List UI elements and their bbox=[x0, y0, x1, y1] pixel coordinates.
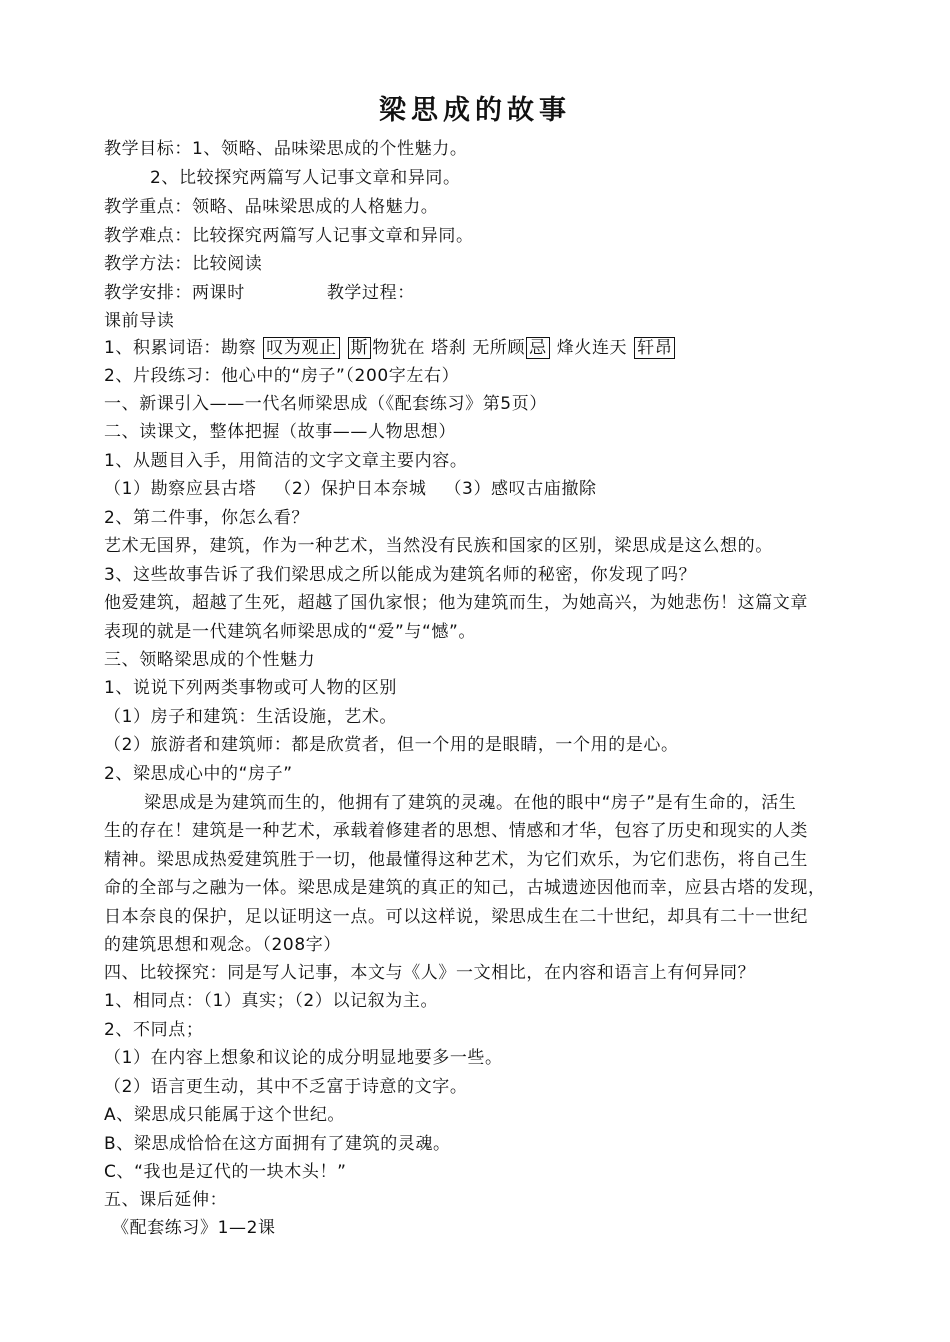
paragraph-line: 精神。梁思成热爱建筑胜于一切，他最懂得这种艺术，为它们欢乐，为它们悲伤，将自己生 bbox=[104, 850, 808, 870]
quote-a: A、梁思成只能属于这个世纪。 bbox=[104, 1105, 346, 1125]
teaching-method: 教学方法：比较阅读 bbox=[104, 254, 263, 274]
quote-c: C、“我也是辽代的一块木头！” bbox=[104, 1162, 347, 1182]
vocab-word-boxed: 叹为观止 bbox=[263, 337, 339, 359]
process-label: 教学过程： bbox=[326, 283, 415, 303]
difficulty: 教学难点：比较探究两篇写人记事文章和异同。 bbox=[104, 226, 474, 246]
answer-3-line-1: 他爱建筑，超越了生死，超越了国仇家恨；他为建筑而生，为她高兴，为她悲伤！这篇文章 bbox=[104, 593, 808, 613]
practice-line: 2、片段练习：他心中的“房子”（200字左右） bbox=[104, 366, 460, 386]
homework-line: 《配套练习》1—2课 bbox=[112, 1218, 276, 1238]
pre-reading-heading: 课前导读 bbox=[104, 311, 175, 331]
quote-b: B、梁思成恰恰在这方面拥有了建筑的灵魂。 bbox=[104, 1134, 451, 1154]
arrangement: 教学安排：两课时 bbox=[104, 283, 245, 303]
paragraph-line: 生的存在！建筑是一种艺术，承载着修建者的思想、情感和才华，包容了历史和现实的人类 bbox=[104, 821, 808, 841]
objective-2: 2、比较探究两篇写人记事文章和异同。 bbox=[150, 168, 461, 188]
arrangement-line bbox=[104, 280, 415, 306]
section-3-answer-2: （2）旅游者和建筑师：都是欣赏者，但一个用的是眼睛，一个用的是心。 bbox=[104, 735, 679, 755]
vocab-word: 塔刹 bbox=[431, 338, 467, 358]
section-5-heading: 五、课后延伸： bbox=[104, 1190, 228, 1210]
story-item: （1）勘察应县古塔 bbox=[104, 479, 257, 499]
section-read: 二、读课文，整体把握（故事——人物思想） bbox=[104, 422, 456, 442]
page-title: 梁思成的故事 bbox=[379, 95, 571, 126]
section-4-heading: 四、比较探究：同是写人记事，本文与《人》一文相比，在内容和语言上有何异同？ bbox=[104, 963, 756, 983]
vocab-word-boxed: 轩昂 bbox=[634, 337, 675, 359]
vocab-word: 无所顾 bbox=[472, 338, 526, 358]
vocab-char-boxed: 忌 bbox=[526, 337, 550, 359]
paragraph-line: 命的全部与之融为一体。梁思成是建筑的真正的知己，古城遗迹因他而幸，应县古塔的发现， bbox=[104, 878, 826, 898]
section-3-question-1: 1、说说下列两类事物或可人物的区别 bbox=[104, 678, 398, 698]
objective-1: 1、领略、品味梁思成的个性魅力。 bbox=[192, 139, 468, 159]
similarities: 1、相同点：（1）真实；（2）以记叙为主。 bbox=[104, 991, 439, 1011]
answer-2: 艺术无国界，建筑，作为一种艺术，当然没有民族和国家的区别，梁思成是这么想的。 bbox=[104, 536, 773, 556]
question-2: 2、第二件事，你怎么看？ bbox=[104, 508, 310, 528]
vocab-char-boxed: 斯 bbox=[348, 337, 372, 359]
paragraph-line: 梁思成是为建筑而生的，他拥有了建筑的灵魂。在他的眼中“房子”是有生命的，活生 bbox=[144, 793, 797, 813]
differences-heading: 2、不同点； bbox=[104, 1020, 204, 1040]
stories-line bbox=[104, 476, 597, 502]
vocab-line bbox=[104, 335, 676, 361]
vocab-prefix: 1、积累词语：勘察 bbox=[104, 338, 257, 358]
question-1: 1、从题目入手，用简洁的文字文章主要内容。 bbox=[104, 451, 468, 471]
objectives-label: 教学目标： bbox=[104, 139, 192, 159]
section-3-answer-1: （1）房子和建筑：生活设施，艺术。 bbox=[104, 707, 398, 727]
section-intro: 一、新课引入——一代名师梁思成（《配套练习》第5页） bbox=[104, 394, 547, 414]
story-item: （2）保护日本奈城 bbox=[274, 479, 427, 499]
section-3-heading: 三、领略梁思成的个性魅力 bbox=[104, 650, 316, 670]
paragraph-line: 的建筑思想和观念。（208字） bbox=[104, 935, 341, 955]
vocab-word: 物犹在 bbox=[372, 338, 426, 358]
difference-1: （1）在内容上想象和议论的成分明显地要多一些。 bbox=[104, 1048, 503, 1068]
key-points: 教学重点：领略、品味梁思成的人格魅力。 bbox=[104, 197, 439, 217]
vocab-word: 烽火连天 bbox=[556, 338, 628, 358]
story-item: （3）感叹古庙撤除 bbox=[444, 479, 597, 499]
answer-3-line-2: 表现的就是一代建筑名师梁思成的“爱”与“憾”。 bbox=[104, 622, 477, 642]
difference-2: （2）语言更生动，其中不乏富于诗意的文字。 bbox=[104, 1077, 468, 1097]
question-3: 3、这些故事告诉了我们梁思成之所以能成为建筑名师的秘密，你发现了吗？ bbox=[104, 565, 697, 585]
section-3-question-2: 2、梁思成心中的“房子” bbox=[104, 764, 293, 784]
paragraph-line: 日本奈良的保护，足以证明这一点。可以这样说，梁思成生在二十世纪，却具有二十一世纪 bbox=[104, 907, 808, 927]
objectives-line bbox=[104, 136, 467, 162]
